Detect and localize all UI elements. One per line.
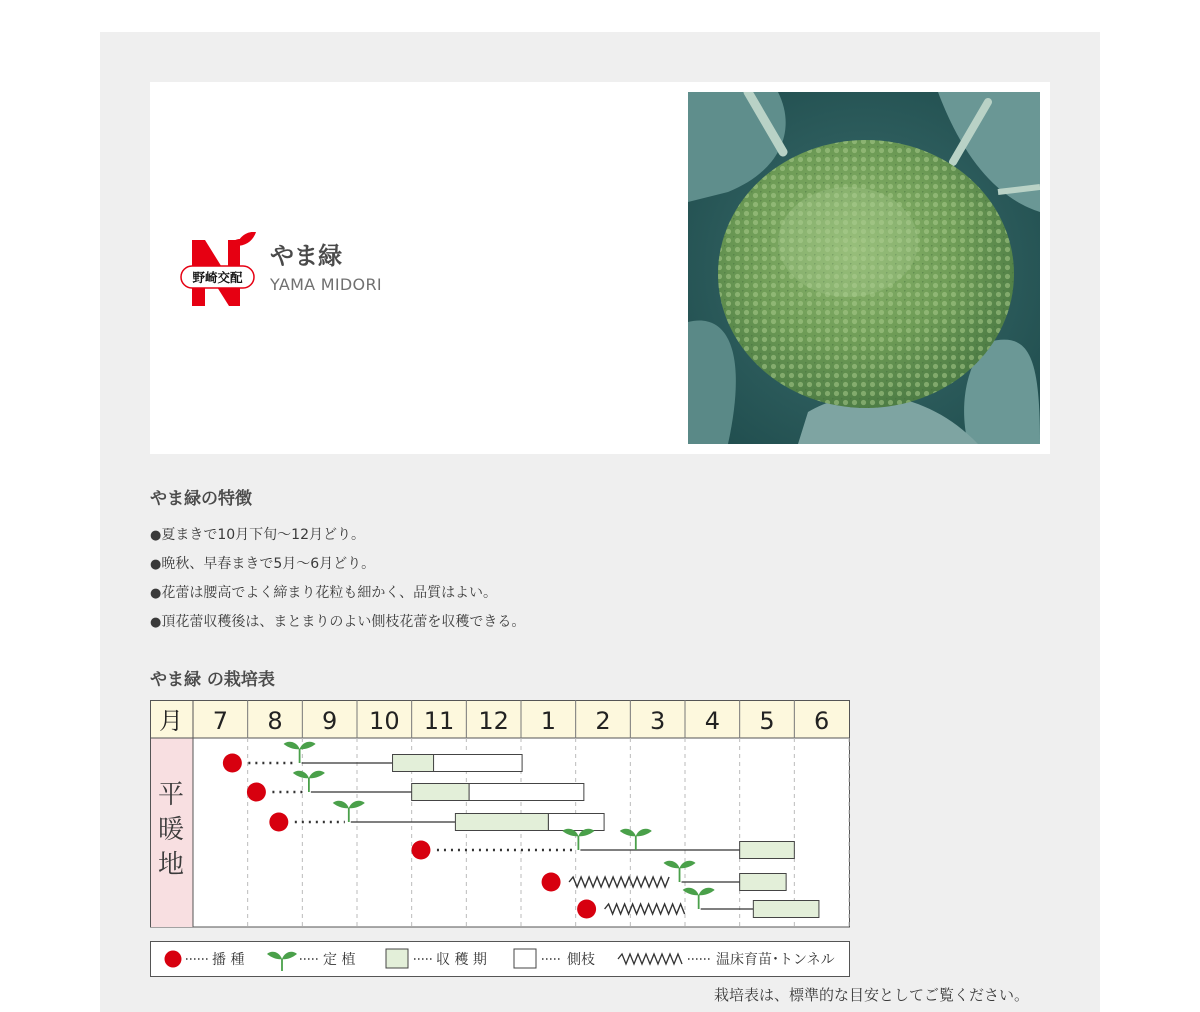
harvest-bar [740,874,786,891]
bullet: ● [150,615,162,630]
sowing-dot [223,754,242,773]
feature-item-3 [150,582,497,602]
broccoli-photo [688,92,1040,444]
month-header-label: 月 [159,707,183,735]
feature-item-1 [150,524,365,544]
month-label: 3 [650,707,666,735]
feature-text: 夏まきで10月下旬〜12月どり。 [161,527,365,543]
sowing-dot [269,813,288,832]
month-label: 12 [478,707,509,735]
legend-planting: 定 植 [323,952,356,968]
harvest-bar [393,755,434,772]
month-label: 8 [267,707,283,735]
feature-item-2 [150,553,375,573]
month-label: 6 [814,707,830,735]
region-label-char: 平 [157,780,185,810]
product-name-en: YAMA MIDORI [270,275,382,294]
legend-sowing: 播 種 [212,952,245,968]
logo-text: 野崎交配 [192,270,243,285]
month-label: 2 [595,707,611,735]
month-label: 5 [759,707,775,735]
footer-note: 栽培表は、標準的な目安としてご覧ください。 [714,986,1030,1004]
sowing-dot [247,783,266,802]
features-title: やま緑の特徴 [150,489,252,509]
bullet: ● [150,586,162,601]
feature-text: 花蕾は腰高でよく締まり花粒も細かく、品質はよい。 [161,585,498,601]
sowing-icon [165,951,182,968]
nozaki-logo [180,232,256,308]
legend-harvest: 収 穫 期 [436,952,487,968]
cultivation-chart [150,700,850,928]
sowing-dot [411,841,430,860]
hero-card [150,82,1050,454]
sowing-dot [577,900,596,919]
feature-item-4 [150,611,525,631]
harvest-bar [740,842,795,859]
sowing-dot [542,873,561,892]
month-label: 9 [322,707,338,735]
region-label-char: 地 [157,850,185,880]
harvest-swatch [386,949,408,968]
schedule-title: やま緑 の栽培表 [150,670,275,690]
month-label: 4 [704,707,720,735]
month-label: 11 [423,707,455,735]
feature-text: 晩秋、早春まきで5月〜6月どり。 [161,556,376,572]
legend-hotbed: 温床育苗･トンネル [716,952,835,968]
feature-text: 頂花蕾収穫後は、まとまりのよい側枝花蕾を収穫できる。 [161,614,526,630]
side-branch-bar [469,784,584,801]
side-branch-bar [548,814,604,831]
harvest-bar [753,901,819,918]
product-name-jp: やま緑 [270,242,342,270]
bullet: ● [150,557,162,572]
month-label: 7 [212,707,228,735]
month-label: 10 [369,707,400,735]
side-branch-bar [434,755,523,772]
chart-legend [150,941,850,977]
side-branch-swatch [514,949,536,968]
region-label-char: 暖 [157,815,185,845]
harvest-bar [412,784,469,801]
harvest-bar [455,814,548,831]
month-label: 1 [540,707,556,735]
bullet: ● [150,528,162,543]
legend-side-branch: 側枝 [567,952,595,968]
